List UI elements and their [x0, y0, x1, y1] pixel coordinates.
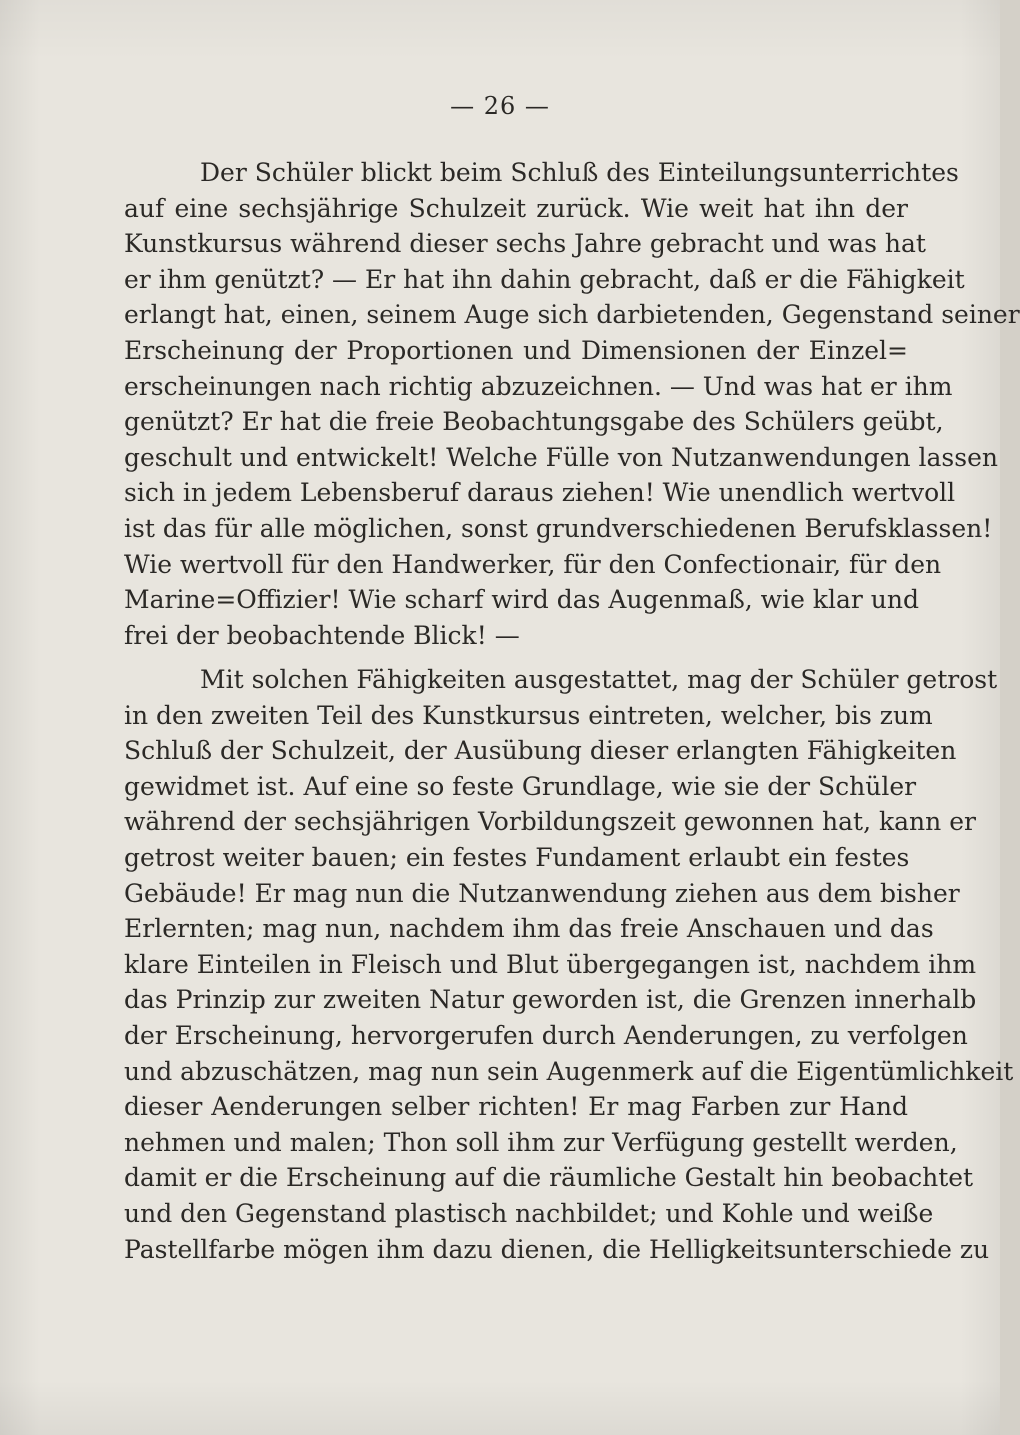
text-line: Mit solchen Fähigkeiten ausgestattet, mag der Schüler getrost — [200, 665, 998, 694]
text-line: in den zweiten Teil des Kunstkursus eintreten, welcher, bis zum — [124, 700, 933, 730]
page-number: — 26 — — [450, 92, 550, 120]
text-line: frei der beobachtende Blick! — — [124, 620, 520, 650]
text-line: er ihm genützt? — Er hat ihn dahin gebracht, daß er die Fähigkeit — [124, 264, 965, 294]
text-line: Der Schüler blickt beim Schluß des Einteilungsunterrichtes — [200, 158, 959, 187]
text-line: sich in jedem Lebensberuf daraus ziehen! Wie unendlich wertvoll — [124, 478, 956, 508]
text-line: klare Einteilen in Fleisch und Blut übergegangen ist, nachdem ihm — [124, 949, 977, 979]
text-line: und den Gegenstand plastisch nachbildet; und Kohle und weiße — [124, 1198, 934, 1228]
text-line: Pastellfarbe mögen ihm dazu dienen, die Helligkeitsunterschiede zu — [124, 1234, 990, 1264]
text-line: damit er die Erscheinung auf die räumliche Gestalt hin beobachtet — [124, 1163, 974, 1193]
text-line: Marine=Offizier! Wie scharf wird das Augenmaß, wie klar und — [124, 585, 919, 615]
text-line: der Erscheinung, hervorgerufen durch Aenderungen, zu verfolgen — [124, 1020, 968, 1050]
text-line: gewidmet ist. Auf eine so feste Grundlage, wie sie der Schüler — [124, 771, 917, 801]
text-line: Kunstkursus während dieser sechs Jahre gebracht und was hat — [124, 229, 926, 259]
paragraph-1 — [124, 155, 1020, 653]
text-line: genützt? Er hat die freie Beobachtungsgabe des Schülers geübt, — [124, 407, 944, 437]
text-line: getrost weiter bauen; ein festes Fundament erlaubt ein festes — [124, 842, 910, 872]
text-line: Schluß der Schulzeit, der Ausübung dieser erlangten Fähigkeiten — [124, 736, 957, 766]
text-line: während der sechsjährigen Vorbildungszeit gewonnen hat, kann er — [124, 807, 976, 837]
text-line: auf eine sechsjährige Schulzeit zurück. Wie weit hat ihn der — [124, 193, 908, 223]
text-line: dieser Aenderungen selber richten! Er mag Farben zur Hand — [124, 1092, 908, 1122]
paragraph-2 — [124, 662, 1014, 1267]
text-line: das Prinzip zur zweiten Natur geworden ist, die Grenzen innerhalb — [124, 985, 977, 1015]
text-line: Gebäude! Er mag nun die Nutzanwendung ziehen aus dem bisher — [124, 878, 960, 908]
text-line: Erlernten; mag nun, nachdem ihm das freie Anschauen und das — [124, 914, 934, 944]
text-line: geschult und entwickelt! Welche Fülle von Nutzanwendungen lassen — [124, 442, 998, 472]
text-line: erlangt hat, einen, seinem Auge sich darbietenden, Gegenstand seiner — [124, 300, 1020, 330]
text-line: ist das für alle möglichen, sonst grundverschiedenen Berufsklassen! — [124, 513, 993, 543]
text-line: Erscheinung der Proportionen und Dimensionen der Einzel= — [124, 335, 908, 365]
text-line: nehmen und malen; Thon soll ihm zur Verfügung gestellt werden, — [124, 1127, 958, 1157]
text-line: erscheinungen nach richtig abzuzeichnen. — Und was hat er ihm — [124, 371, 953, 401]
text-line: und abzuschätzen, mag nun sein Augenmerk auf die Eigentümlichkeit — [124, 1056, 1014, 1086]
text-line: Wie wertvoll für den Handwerker, für den Confectionair, für den — [124, 549, 942, 579]
